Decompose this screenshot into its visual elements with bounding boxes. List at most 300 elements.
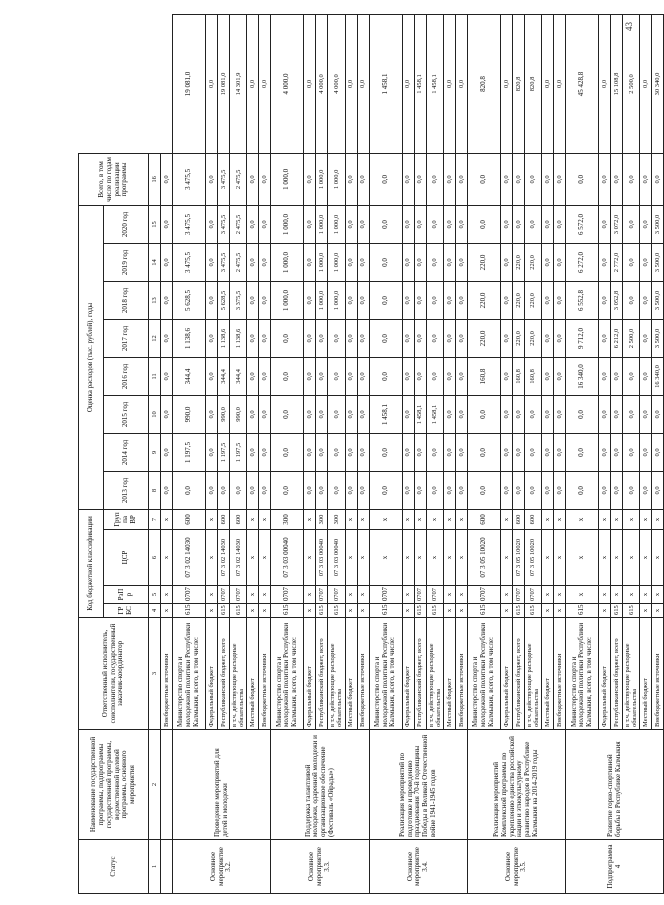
value-cell: 0,0 [500,153,512,205]
code-cell: х [357,586,369,604]
name-cell: Реализация мероприятий Комплексной программы по укреплению единства российской нации и этнокультурному развитию народов в Республике Калмыкия на 2014-2019 годы [467,730,565,840]
value-cell: 0,0 [345,433,357,471]
value-cell: 0,0 [512,205,524,243]
value-cell: 0,0 [455,395,467,433]
code-cell: х [640,509,652,529]
code-cell: х [542,530,554,586]
value-cell: 0,0 [599,319,611,357]
column-number: 1 [149,840,161,894]
code-cell: х [345,586,357,604]
value-cell: 3 052,8 [611,281,623,319]
value-cell: 0,0 [524,395,541,433]
value-cell: 0,0 [247,433,259,471]
value-cell: 2 500,0 [623,15,640,154]
value-cell: 45 428,8 [566,15,599,154]
code-cell: х [443,586,455,604]
code-cell: х [640,530,652,586]
value-cell: 0,0 [542,243,554,281]
value-cell: 0,0 [640,205,652,243]
value-cell: 0,0 [316,357,328,395]
value-cell: 0,0 [414,153,426,205]
code-cell: 0707 [524,586,541,604]
name-cell [161,730,173,840]
value-cell: 0,0 [640,319,652,357]
table-row [161,15,173,894]
value-cell: 0,0 [554,395,566,433]
value-cell: 0,0 [259,357,271,395]
header-year: 2017 год [104,319,149,357]
code-cell: х [443,530,455,586]
value-cell: 0,0 [328,319,345,357]
code-cell: х [542,509,554,529]
code-cell: 0707 [271,586,304,604]
code-cell: х [554,509,566,529]
header-owner: Ответственный исполнитель, соисполнители, государственный заказчик-координатор [79,618,149,730]
value-cell: 0,0 [599,395,611,433]
code-cell: х [304,586,316,604]
value-cell: 0,0 [524,205,541,243]
value-cell: 6 552,8 [566,281,599,319]
code-cell: х [554,586,566,604]
value-cell: 0,0 [271,319,304,357]
value-cell: 0,0 [304,357,316,395]
value-cell: 16 340,0 [652,357,664,395]
code-cell: х [259,586,271,604]
value-cell: 0,0 [247,281,259,319]
code-cell: х [554,604,566,618]
value-cell: 820,8 [467,15,500,154]
code-cell: 0707 [218,586,230,604]
value-cell: 19 081,0 [218,15,230,154]
code-cell: 0707 [426,586,443,604]
value-cell: 0,0 [623,205,640,243]
name-cell: Проведение мероприятий для детей и молодежи [173,730,271,840]
value-cell: 1 458,1 [426,15,443,154]
value-cell: 0,0 [426,319,443,357]
value-cell: 3 475,5 [173,205,206,243]
value-cell: 0,0 [206,243,218,281]
code-cell: 600 [218,509,230,529]
value-cell: 1 000,0 [316,205,328,243]
value-cell: 0,0 [512,471,524,509]
value-cell: 0,0 [599,153,611,205]
code-cell: х [566,509,599,529]
value-cell: 4 000,0 [328,15,345,154]
value-cell: 0,0 [304,153,316,205]
column-number: 4 [149,604,161,618]
header-year: 2020 год [104,205,149,243]
code-cell: х [402,530,414,586]
value-cell: 0,0 [443,395,455,433]
value-cell: 0,0 [554,15,566,154]
code-cell: 0707 [369,586,402,604]
value-cell: 820,8 [524,15,541,154]
value-cell: 0,0 [414,281,426,319]
value-cell: 0,0 [640,395,652,433]
code-cell: 615 [173,604,206,618]
code-cell: х [599,604,611,618]
value-cell: 0,0 [271,357,304,395]
header-rzpr: РзПр [104,586,149,604]
owner-cell: Местный бюджет [345,618,357,730]
owner-cell: Министерство спорта и молодежной политики Республики Калмыкия, всего, в том числе: [173,618,206,730]
value-cell: 0,0 [414,433,426,471]
value-cell: 16 340,0 [566,357,599,395]
table-row [566,15,599,894]
value-cell: 1 000,0 [328,205,345,243]
code-cell: х [611,530,623,586]
code-cell: 0707 [414,586,426,604]
code-cell: х [206,509,218,529]
value-cell: 0,0 [316,319,328,357]
value-cell: 2 475,5 [230,243,247,281]
value-cell: 0,0 [414,205,426,243]
header-gruppa: Группа ВР [104,509,149,529]
code-cell: х [414,509,426,529]
value-cell: 0,0 [206,205,218,243]
value-cell: 4 000,0 [271,15,304,154]
column-number: 3 [149,618,161,730]
value-cell: 0,0 [271,471,304,509]
column-number: 10 [149,395,161,433]
value-cell: 0,0 [328,471,345,509]
value-cell: 0,0 [345,319,357,357]
value-cell: 0,0 [467,471,500,509]
column-number: 5 [149,586,161,604]
value-cell: 1 000,0 [316,281,328,319]
column-number: 16 [149,153,161,205]
code-cell: х [259,530,271,586]
header-year: 2018 год [104,281,149,319]
value-cell: 220,0 [467,243,500,281]
owner-cell: Министерство спорта и молодежной политики Республики Калмыкия, всего, в том числе: [566,618,599,730]
value-cell: 3 072,0 [611,205,623,243]
code-cell: х [652,586,664,604]
value-cell: 220,0 [512,319,524,357]
status-cell: Основное мероприятие 3.5. [467,840,565,894]
column-number: 13 [149,281,161,319]
code-cell: х [443,509,455,529]
value-cell: 0,0 [161,153,173,205]
header-year: 2014 год [104,433,149,471]
value-cell: 0,0 [206,433,218,471]
value-cell: 0,0 [623,471,640,509]
status-cell: Подпрограмма 4 [566,840,664,894]
value-cell: 0,0 [247,357,259,395]
code-cell: х [455,604,467,618]
code-cell: х [206,604,218,618]
value-cell: 0,0 [369,357,402,395]
code-cell: х [599,509,611,529]
value-cell: 0,0 [247,15,259,154]
code-cell: х [369,509,402,529]
value-cell: 0,0 [206,281,218,319]
owner-cell: Федеральный бюджет [500,618,512,730]
value-cell: 0,0 [566,433,599,471]
header-code-group: Код бюджетной классификации [79,509,104,617]
value-cell: 0,0 [599,433,611,471]
value-cell: 0,0 [206,319,218,357]
value-cell: 2 475,5 [230,205,247,243]
code-cell: х [206,530,218,586]
value-cell: 0,0 [542,395,554,433]
header-year: 2016 год [104,357,149,395]
value-cell: 1 458,1 [369,395,402,433]
code-cell: х [247,604,259,618]
code-cell: 07 3 02 14030 [218,530,230,586]
code-cell: х [599,586,611,604]
value-cell: 1 458,1 [369,15,402,154]
value-cell: 0,0 [611,471,623,509]
value-cell: 6 572,0 [566,205,599,243]
owner-cell: Внебюджетные источники [554,618,566,730]
value-cell: 0,0 [345,395,357,433]
value-cell: 0,0 [554,153,566,205]
value-cell: 0,0 [542,433,554,471]
table-row [369,15,402,894]
value-cell: 0,0 [599,15,611,154]
header-year: 2013 год [104,471,149,509]
value-cell: 0,0 [414,357,426,395]
code-cell: 615 [623,604,640,618]
code-cell: х [611,586,623,604]
code-cell: 600 [173,509,206,529]
value-cell: 3 375,5 [230,281,247,319]
value-cell: 1 138,6 [173,319,206,357]
value-cell: 0,0 [566,153,599,205]
value-cell: 0,0 [316,471,328,509]
value-cell: 0,0 [611,153,623,205]
value-cell: 0,0 [443,205,455,243]
value-cell: 0,0 [259,153,271,205]
value-cell: 0,0 [247,243,259,281]
column-number: 9 [149,433,161,471]
code-cell: х [357,530,369,586]
value-cell: 0,0 [455,205,467,243]
code-cell: 615 [230,604,247,618]
column-number-row [149,15,161,894]
value-cell: 3 500,0 [652,243,664,281]
code-cell: х [206,586,218,604]
rotated-table-container [78,14,662,894]
code-cell: 07 3 02 14030 [230,530,247,586]
value-cell: 344,4 [230,357,247,395]
value-cell: 0,0 [357,433,369,471]
value-cell: 0,0 [443,319,455,357]
owner-cell: Местный бюджет [443,618,455,730]
value-cell: 30 340,0 [652,15,664,154]
value-cell: 0,0 [554,281,566,319]
value-cell: 1 000,0 [328,153,345,205]
owner-cell: Местный бюджет [542,618,554,730]
value-cell: 0,0 [304,15,316,154]
value-cell: 220,0 [524,319,541,357]
owner-cell: Местный бюджет [247,618,259,730]
value-cell: 0,0 [554,471,566,509]
code-cell: х [304,530,316,586]
code-cell: 0707 [467,586,500,604]
code-cell: 600 [512,509,524,529]
owner-cell: в т.ч. действующие расходные обязательства [328,618,345,730]
value-cell: 0,0 [402,433,414,471]
value-cell: 1 000,0 [271,205,304,243]
owner-cell: Внебюджетные источники [259,618,271,730]
value-cell: 3 475,5 [218,243,230,281]
owner-cell: Местный бюджет [640,618,652,730]
value-cell: 0,0 [316,395,328,433]
name-cell: Поддержка талантливой молодежи, одаренной молодежи и организационное обеспечение (Фестиваль «Ойрады») [271,730,369,840]
value-cell: 220,0 [512,243,524,281]
value-cell: 0,0 [259,395,271,433]
value-cell: 0,0 [345,357,357,395]
value-cell: 3 475,5 [218,205,230,243]
value-cell: 0,0 [542,205,554,243]
header-estimate-group: Оценка расходов (тыс. рублей), годы [79,205,104,509]
value-cell: 0,0 [369,433,402,471]
column-number: 7 [149,509,161,529]
column-number: 12 [149,319,161,357]
code-cell: х [500,604,512,618]
value-cell: 0,0 [328,433,345,471]
value-cell: 0,0 [599,243,611,281]
value-cell: 0,0 [426,357,443,395]
value-cell: 0,0 [599,205,611,243]
code-cell: х [652,509,664,529]
value-cell: 1 458,1 [426,395,443,433]
value-cell: 2 475,5 [230,153,247,205]
owner-cell: Министерство спорта и молодежной политики Республики Калмыкия, всего, в том числе: [369,618,402,730]
value-cell: 0,0 [247,395,259,433]
owner-cell: Министерство спорта и молодежной политики Республики Калмыкия, всего, в том числе: [271,618,304,730]
value-cell: 0,0 [554,319,566,357]
code-cell: х [161,604,173,618]
value-cell: 3 475,5 [173,243,206,281]
code-cell: х [247,530,259,586]
code-cell: 07 3 05 10020 [524,530,541,586]
value-cell: 0,0 [161,243,173,281]
value-cell: 0,0 [161,205,173,243]
value-cell: 0,0 [640,243,652,281]
code-cell: х [426,509,443,529]
value-cell: 1 000,0 [271,281,304,319]
value-cell: 0,0 [402,395,414,433]
value-cell: 0,0 [247,205,259,243]
code-cell: 07 3 05 10020 [467,530,500,586]
value-cell: 1 000,0 [328,281,345,319]
value-cell: 820,8 [512,15,524,154]
code-cell: 0707 [316,586,328,604]
code-cell: 615 [467,604,500,618]
value-cell: 0,0 [640,433,652,471]
value-cell: 0,0 [467,395,500,433]
value-cell: 220,0 [512,281,524,319]
code-cell: х [623,509,640,529]
code-cell: х [247,586,259,604]
value-cell: 0,0 [640,281,652,319]
value-cell: 0,0 [566,395,599,433]
value-cell: 0,0 [652,395,664,433]
code-cell: 600 [524,509,541,529]
value-cell: 0,0 [357,243,369,281]
value-cell: 0,0 [357,281,369,319]
header-status: Статус [79,840,149,894]
value-cell: 0,0 [161,319,173,357]
value-cell: 0,0 [259,205,271,243]
value-cell: 0,0 [652,471,664,509]
value-cell: 0,0 [467,205,500,243]
code-cell: 615 [512,604,524,618]
value-cell: 0,0 [623,433,640,471]
code-cell: 615 [369,604,402,618]
value-cell: 0,0 [467,153,500,205]
value-cell: 0,0 [218,471,230,509]
value-cell: 0,0 [426,153,443,205]
value-cell: 220,0 [467,319,500,357]
code-cell: 615 [316,604,328,618]
value-cell: 0,0 [599,471,611,509]
header-total: Всего, в том числе по годам реализации программы [79,153,149,205]
value-cell: 0,0 [455,281,467,319]
value-cell: 0,0 [512,433,524,471]
value-cell: 160,8 [467,357,500,395]
code-cell: х [566,586,599,604]
value-cell: 9 712,0 [566,319,599,357]
code-cell: х [402,509,414,529]
code-cell: х [402,604,414,618]
value-cell: 0,0 [345,205,357,243]
value-cell: 0,0 [402,205,414,243]
code-cell: х [640,604,652,618]
code-cell: х [304,509,316,529]
value-cell: 0,0 [426,281,443,319]
value-cell: 990,0 [230,395,247,433]
value-cell: 0,0 [161,281,173,319]
code-cell: 600 [230,509,247,529]
value-cell: 1 458,1 [414,395,426,433]
value-cell: 0,0 [259,319,271,357]
value-cell: 0,0 [512,153,524,205]
code-cell: х [357,509,369,529]
header-name: Наименование государственной программы, подпрограммы государственной программы, ведомственной целевой программы, основного мероприятия [79,730,149,840]
value-cell: 0,0 [304,319,316,357]
value-cell: 0,0 [357,471,369,509]
column-number: 15 [149,205,161,243]
owner-cell: Внебюджетные источники [652,618,664,730]
table-row [467,15,500,894]
value-cell: 0,0 [443,357,455,395]
status-cell: Основное мероприятие 3.4. [369,840,467,894]
value-cell: 5 628,5 [173,281,206,319]
value-cell: 0,0 [357,319,369,357]
code-cell: 07 3 03 00040 [328,530,345,586]
code-cell: 615 [611,604,623,618]
code-cell: х [402,586,414,604]
value-cell: 0,0 [247,319,259,357]
code-cell: х [500,586,512,604]
value-cell: 1 000,0 [328,243,345,281]
value-cell: 0,0 [443,15,455,154]
value-cell: 344,4 [173,357,206,395]
value-cell: 0,0 [426,433,443,471]
owner-cell: Федеральный бюджет [402,618,414,730]
value-cell: 2 772,0 [611,243,623,281]
table-body [161,15,664,894]
value-cell: 0,0 [357,153,369,205]
value-cell: 0,0 [161,357,173,395]
value-cell: 0,0 [640,15,652,154]
value-cell: 1 000,0 [271,153,304,205]
budget-table [78,14,664,894]
